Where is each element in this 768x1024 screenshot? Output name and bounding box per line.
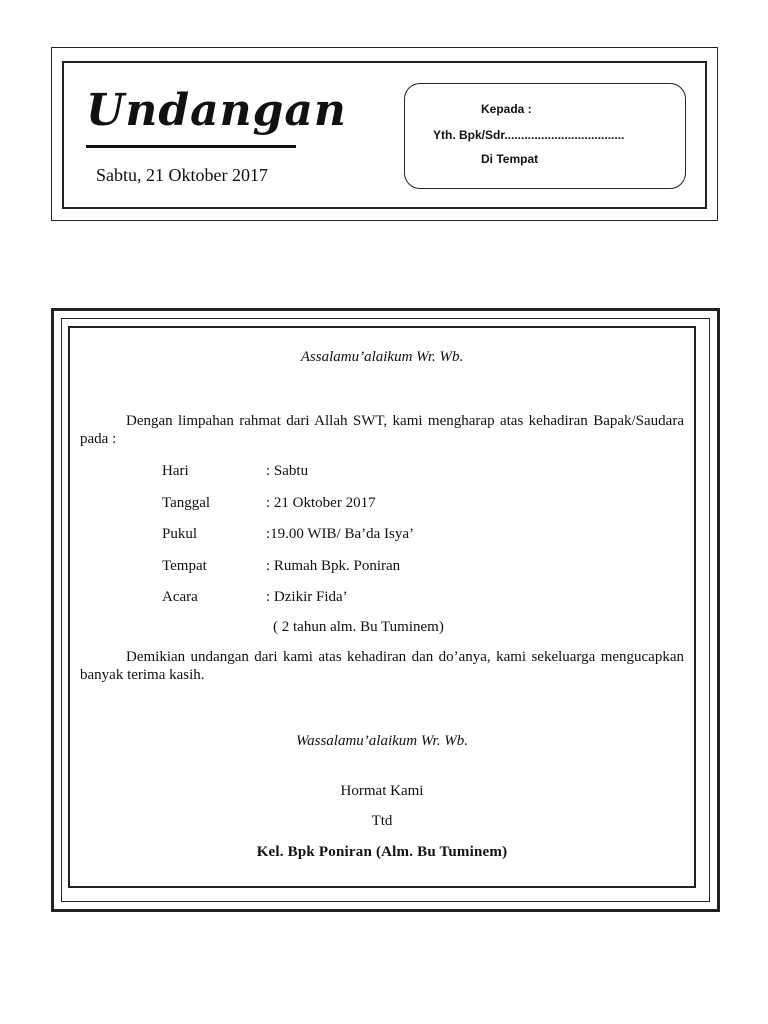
regards: Hormat Kami <box>340 783 424 799</box>
invitation-date: Sabtu, 21 Oktober 2017 <box>96 165 268 185</box>
letter-card <box>51 308 720 912</box>
invitation-title: Undangan <box>86 85 347 136</box>
detail-label: Tanggal <box>162 495 211 511</box>
detail-value: :19.00 WIB/ Ba’da Isya’ <box>266 526 415 542</box>
ttd: Ttd <box>371 813 393 829</box>
address-place: Di Tempat <box>481 152 539 166</box>
detail-label: Tempat <box>162 558 207 574</box>
header-frame <box>62 61 707 209</box>
letter-body <box>68 326 696 888</box>
detail-value: : 21 Oktober 2017 <box>266 495 376 511</box>
detail-value: : Rumah Bpk. Poniran <box>266 558 401 574</box>
address-box <box>404 83 686 189</box>
closing-paragraph: Demikian undangan dari kami atas kehadiran dan do’anya, kami sekeluarga mengucapkan banyak terima kasih. <box>80 649 684 683</box>
header-card <box>51 47 718 221</box>
opening-paragraph: Dengan limpahan rahmat dari Allah SWT, kami mengharap atas kehadiran Bapak/Saudara pada : <box>80 413 684 447</box>
signature: Kel. Bpk Poniran (Alm. Bu Tuminem) <box>256 844 508 860</box>
farewell: Wassalamu’alaikum Wr. Wb. <box>296 733 468 749</box>
greeting: Assalamu’alaikum Wr. Wb. <box>300 349 464 365</box>
detail-label: Hari <box>162 463 189 479</box>
address-recipient: Yth. Bpk/Sdr.................................... <box>433 128 625 142</box>
address-kepada: Kepada : <box>481 102 532 116</box>
occasion-note: ( 2 tahun alm. Bu Tuminem) <box>273 619 444 635</box>
detail-label: Pukul <box>162 526 198 542</box>
title-underline <box>86 145 296 148</box>
detail-label: Acara <box>162 589 198 605</box>
detail-value: : Dzikir Fida’ <box>266 589 348 605</box>
detail-value: : Sabtu <box>266 463 309 479</box>
